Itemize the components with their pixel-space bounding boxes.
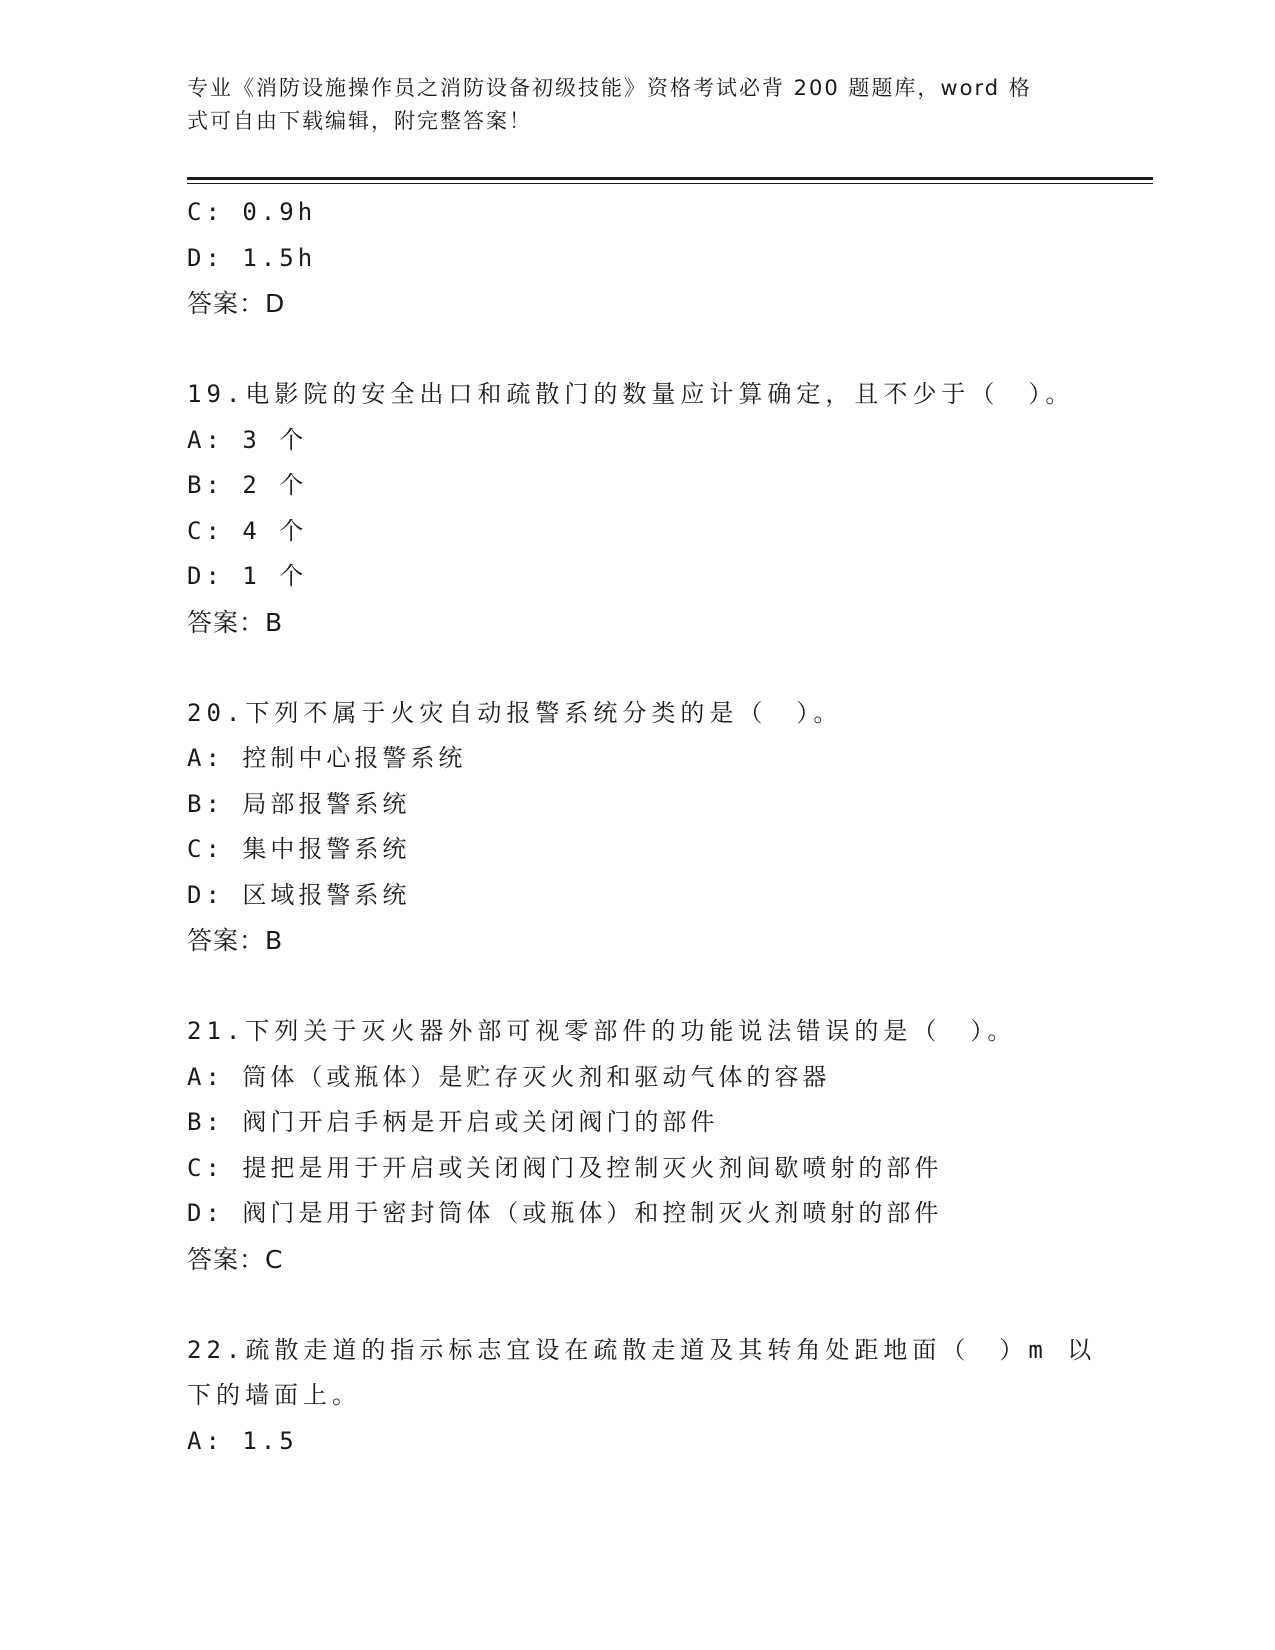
question-20-text: 20.下列不属于火灾自动报警系统分类的是（ ）。 [187,698,843,727]
question-21-option-c: C: 提把是用于开启或关闭阀门及控制灭火剂间歇喷射的部件 [187,1153,943,1182]
question-21-option-b: B: 阀门开启手柄是开启或关闭阀门的部件 [187,1108,719,1136]
question-21-answer: 答案：C [187,1244,284,1274]
question-20-option-b: B: 局部报警系统 [187,789,411,818]
header-line-2: 式可自由下载编辑，附完整答案！ [187,109,532,133]
prev-option-d: D: 1.5h [187,243,317,272]
question-20-answer: 答案：B [187,926,284,955]
question-20-option-d: D: 区域报警系统 [187,880,411,909]
spacer [187,645,1087,691]
header-rule-thick [187,177,1153,180]
question-19-answer: 答案：B [187,607,284,637]
question-21-option-a: A: 筒体（或瓶体）是贮存灭火剂和驱动气体的容器 [187,1062,831,1091]
question-22-text-line-1: 22.疏散走道的指示标志宜设在疏散走道及其转角处距地面（ ）m 以 [187,1335,1097,1364]
prev-option-c: C: 0.9h [187,198,317,226]
question-19-option-b: B: 2 个 [187,471,308,499]
spacer [187,1282,1087,1328]
question-list [187,190,1097,1464]
question-21-text: 21.下列关于灭火器外部可视零部件的功能说法错误的是（ ）。 [187,1017,1017,1045]
spacer [187,327,1087,373]
question-20-option-a: A: 控制中心报警系统 [187,744,467,772]
header-rule-thin [187,183,1153,184]
question-22-option-a: A: 1.5 [187,1426,298,1455]
question-20-option-c: C: 集中报警系统 [187,835,411,863]
header-line-1: 专业《消防设施操作员之消防设备初级技能》资格考试必背 200 题题库，word 格 [187,76,1032,100]
question-22-text-line-2: 下的墙面上。 [187,1381,361,1409]
question-19-option-a: A: 3 个 [187,425,308,454]
prev-answer: 答案：D [187,289,286,318]
question-21-option-d: D: 阀门是用于密封筒体（或瓶体）和控制灭火剂喷射的部件 [187,1199,943,1227]
document-header [187,72,1067,138]
question-19-text: 19.电影院的安全出口和疏散门的数量应计算确定，且不少于（ ）。 [187,380,1075,408]
question-19-option-d: D: 1 个 [187,562,308,590]
question-19-option-c: C: 4 个 [187,516,308,545]
spacer [187,964,1087,1010]
